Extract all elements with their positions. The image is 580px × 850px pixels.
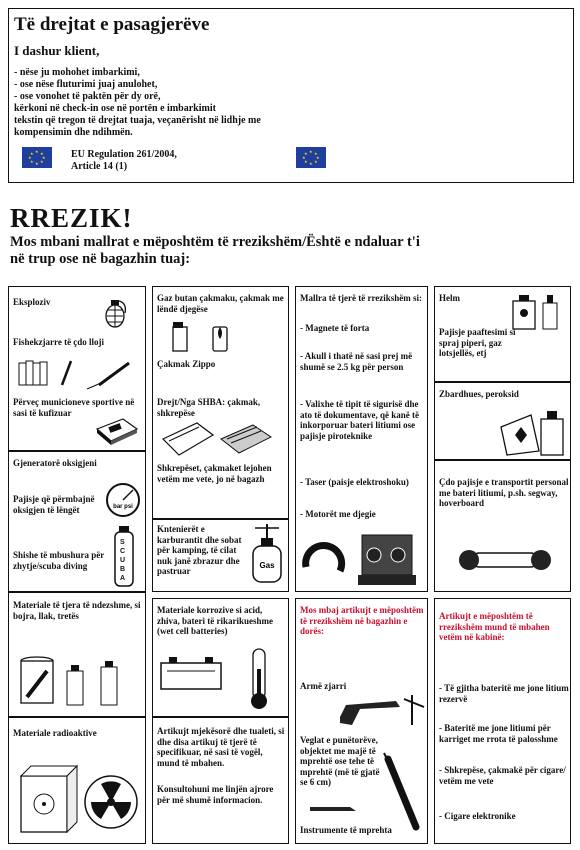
paint-can-icon bbox=[17, 651, 141, 711]
passenger-rights-box bbox=[8, 8, 574, 183]
rights-title: Të drejtat e pasagjerëve bbox=[14, 14, 210, 35]
danger-title: RREZIK! bbox=[10, 203, 133, 233]
matches-icon bbox=[157, 421, 283, 457]
pressure-gauge-icon bbox=[105, 482, 141, 522]
cell-flammables: Materiale të tjera të ndezshme, si bojra, llak, tretës bbox=[8, 592, 146, 717]
firearm-icon bbox=[326, 695, 426, 731]
cell-not-in-baggage: Mos mbaj artikujt e mëposhtëm të rrezikshëm në bagazhin e dorës: Armë zjarri Veglat e punëtorëve, objektet me majë të mprehtë ose tehe të mprehtë (më të gjatë se 6 cm) Instrumente të mprehta bbox=[295, 598, 428, 844]
cell-lighters: Gaz butan çakmaku, çakmak me lëndë djegëse Çakmak Zippo Drejt/Nga SHBA: çakmak, shkrepëse Shkrepëset, çakmaket lejohen vetëm me vete, jo në bagazh bbox=[152, 286, 289, 519]
eu-flag-icon: ★ ★ ★ ★ ★ ★ ★ ★ bbox=[22, 147, 52, 168]
fireworks-icon bbox=[17, 355, 143, 391]
cell-camping: Kntenierët e karburantit dhe sobat për kamping, të cilat nuk janë zbrazur dhe pastruar Gas bbox=[152, 519, 289, 592]
rights-text: - nëse ju mohohet imbarkimi, - ose nëse fluturimi juaj anulohet, - ose vonohet të paktën për dy orë, kërkoni në check-in ose në portën e imbarkimit tekstin që tregon të drejtat tuaja, veçanërisht në lidhje me kompensimin dhe ndihmën. bbox=[14, 67, 261, 138]
radioactive-box-icon bbox=[15, 762, 141, 838]
cell-poison: Helm Pajisje paaftesimi si spraj piperi, gaz lotsjellës, etj bbox=[434, 286, 571, 382]
ammo-box-icon bbox=[95, 415, 139, 447]
cell-toiletries: Artikujt mjekësorë dhe tualeti, si dhe disa artikuj të tjerë të specifikuar, në sasi të vogël, mund të mbahen. Konsultohuni me linjën ajrore për më shumë informacion. bbox=[152, 717, 289, 844]
regulation-text: EU Regulation 261/2004, Article 14 (1) bbox=[71, 149, 177, 172]
grenade-icon bbox=[101, 295, 131, 329]
eu-flag-icon-right: ★ ★ ★ ★ ★ ★ ★ ★ bbox=[296, 147, 326, 168]
cell-explosives: Eksploziv Fishekzjarre të çdo lloji Përveç municioneve sportive në sasi të kufizuar bbox=[8, 286, 146, 451]
magnet-engine-icon bbox=[300, 525, 426, 591]
poison-spray-icon bbox=[509, 291, 569, 331]
scuba-label: S C U B A bbox=[120, 539, 126, 582]
knife-bat-icon bbox=[304, 749, 424, 831]
lighter-icon bbox=[169, 319, 249, 353]
cell-radioactive: Materiale radioaktive bbox=[8, 717, 146, 844]
battery-thermometer-icon bbox=[157, 649, 285, 713]
cell-oxygen: Gjeneratorë oksigjeni Pajisje që përmbajnë oksigjen të lëngët bar psi S C U B A Shishe të mbushura për zhytje/scuba diving bbox=[8, 451, 146, 592]
cell-bleach: Zbardhues, peroksid bbox=[434, 382, 571, 460]
gas-canister-icon bbox=[249, 522, 285, 584]
cell-corrosive: Materiale korrozive si acid, zhiva, bateri të rikarikueshme (wet cell batteries) bbox=[152, 598, 289, 717]
rights-greeting: I dashur klient, bbox=[14, 43, 100, 58]
hoverboard-icon bbox=[457, 541, 553, 577]
gauge-label: bar psi bbox=[113, 504, 133, 510]
cell-dangerous-goods: Mallra të tjerë të rrezikshëm si: - Magnete të forta - Akull i thatë në sasi prej më shumë se 2.5 kg për person - Valixhe të tipit të sigurisë dhe ato të dokumentave, që kanë të inkorporuar bateri litiumi ose pajisje piroteknike - Taser (paisje elektroshoku) - Motorët me djegie bbox=[295, 286, 428, 592]
gas-label: Gas bbox=[259, 561, 275, 570]
cell-cabin-only: Artikujt e mëposhtëm të rrezikshëm mund të mbahen vetëm në kabinë: - Të gjitha bateritë me jone litium rezervë - Bateritë me jone litiumi për karriget me rrota të palosshme - Shkrepëse, çakmakë për cigare/ vetëm me vete - Cigare elektronike bbox=[434, 598, 571, 844]
danger-subtitle: Mos mbani mallrat e mëposhtëm të rrezikshëm/Është e ndaluar t'i në trup ose në bagazhin tuaj: bbox=[10, 234, 420, 267]
bleach-bottles-icon bbox=[495, 405, 567, 457]
cell-transport: Çdo pajisje e transportit personal me bateri litiumi, p.sh. segway, hoverboard bbox=[434, 460, 571, 592]
